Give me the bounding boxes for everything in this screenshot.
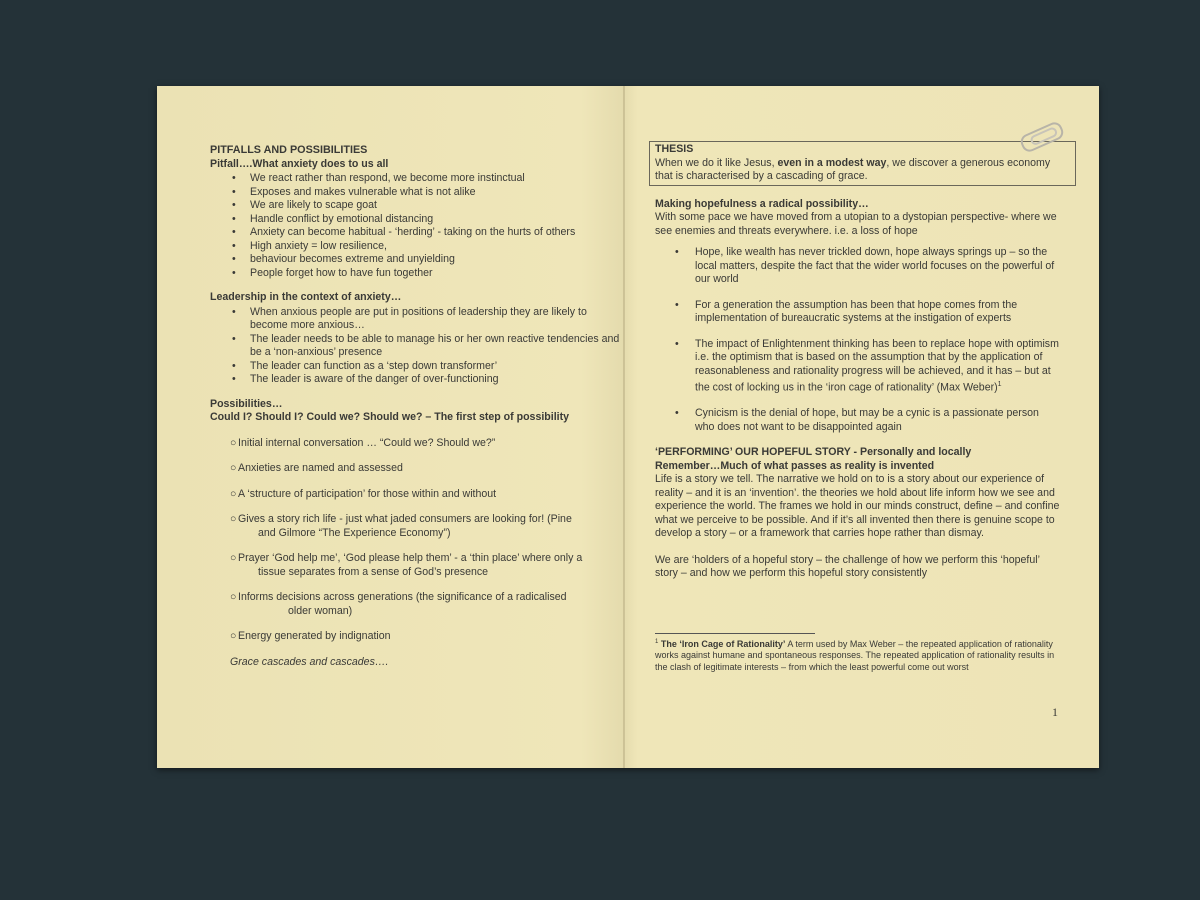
footnote: $^1$ The ‘Iron Cage of Rationality’ A term used by Max Weber – the repeated application of rationality works against humane and spontaneous responses. The repeated application of rationality results in the clash of legitimate interests – from which the least powerful come out worst	[655, 638, 1055, 672]
leadership-list	[210, 306, 620, 387]
page-fold	[623, 86, 625, 768]
circle-bullet-icon: ○	[230, 591, 237, 603]
list-item: ○ Energy generated by indignation	[230, 630, 391, 642]
holders-paragraph: We are ‘holders of a hopeful story – the challenge of how we perform this ‘hopeful’ story – and how we perform this hopeful story consistently	[655, 553, 1040, 580]
section-title: PITFALLS AND POSSIBILITIES	[210, 144, 368, 156]
hope-heading: Making hopefulness a radical possibility…	[655, 197, 869, 210]
performing-subheading: Remember…Much of what passes as reality is invented	[655, 459, 935, 472]
circle-bullet-icon: ○	[230, 436, 237, 449]
list-item: • behaviour becomes extreme and unyielding	[250, 253, 620, 267]
circle-bullet-icon: ○	[230, 462, 237, 474]
list-item: • When anxious people are put in positions of leadership they are likely to become more anxious…	[250, 306, 620, 333]
list-item: • People forget how to have fun together	[250, 267, 620, 281]
list-item: • We are likely to scape goat	[250, 199, 620, 213]
performing-paragraph: Life is a story we tell. The narrative we hold on to is a story about our experience of reality – and it is an ‘invention’. the theories we hold about life inform how we see and experience the world. The frames we hold in our minds construct, define – and confine what we perceive to be possible. And if it’s all invented then there is genuine scope to develop a story – or a framework that carries hope rather than dismay.	[655, 473, 1060, 540]
document-sheet	[157, 86, 1099, 768]
possibility-list	[210, 437, 620, 644]
closing-line: Grace cascades and cascades….	[230, 655, 389, 668]
list-item: ○ Initial internal conversation … “Could we? Should we?”	[230, 436, 496, 449]
hope-list	[655, 246, 1060, 434]
list-item: • Cynicism is the denial of hope, but may be a cynic is a passionate person who does not want to be disappointed again	[695, 407, 1060, 434]
list-item: • The leader needs to be able to manage his or her own reactive tendencies and be a ‘non-anxious’ presence	[250, 333, 620, 360]
footnote-ref: 1	[997, 381, 1002, 388]
page-number: 1	[1052, 705, 1058, 719]
possibilities-heading: Possibilities…	[210, 397, 283, 410]
list-item: • Anxiety can become habitual - ‘herding’ - taking on the hurts of others	[250, 226, 620, 240]
circle-bullet-icon: ○	[230, 630, 237, 642]
list-item: • We react rather than respond, we become more instinctual	[250, 172, 620, 186]
list-item: • The leader can function as a ‘step down transformer’	[250, 360, 620, 374]
thesis-box	[649, 141, 1076, 186]
list-item: • The impact of Enlightenment thinking has been to replace hope with optimism i.e. the optimism that is based on the assumption that by the application of reasonableness and rationality progress will be achieved, and it has – but at the cost of locking us in the ‘iron cage of rationality’ (Max Weber)$^1$	[695, 338, 1060, 396]
performing-heading: ‘PERFORMING’ OUR HOPEFUL STORY - Personally and locally	[655, 446, 972, 459]
list-item: ○ Anxieties are named and assessed	[230, 462, 403, 474]
possibilities-subheading: Could I? Should I? Could we? Should we? – The first step of possibility	[210, 411, 570, 423]
list-item: ○ Prayer ‘God help me’, ‘God please help them’ - a ‘thin place’ where only a tissue separates from a sense of God’s presence	[230, 552, 583, 578]
pitfall-list	[210, 172, 620, 280]
hope-intro: With some pace we have moved from a utopian to a dystopian perspective- where we see enemies and threats everywhere. i.e. a loss of hope	[655, 211, 1057, 237]
list-item: • The leader is aware of the danger of over-functioning	[250, 373, 620, 387]
thesis-text: When we do it like Jesus, even in a modest way, we discover a generous economy that is characterised by a cascading of grace.	[655, 156, 1051, 182]
list-item: ○ Gives a story rich life - just what jaded consumers are looking for! (Pine and Gilmore “The Experience Economy”)	[230, 513, 572, 539]
pitfall-heading: Pitfall….What anxiety does to us all	[210, 157, 389, 170]
list-item: • For a generation the assumption has been that hope comes from the implementation of bureaucratic systems at the instigation of experts	[695, 299, 1060, 326]
list-item: • Exposes and makes vulnerable what is not alike	[250, 186, 620, 200]
circle-bullet-icon: ○	[230, 552, 237, 564]
left-page	[210, 144, 620, 669]
list-item: ○ Informs decisions across generations (the significance of a radicalised older woman)	[230, 591, 567, 617]
list-item: • Hope, like wealth has never trickled down, hope always springs up – so the local matters, despite the fact that the wider world focuses on the powerful of our world	[695, 246, 1060, 287]
circle-bullet-icon: ○	[230, 513, 237, 525]
list-item: • Handle conflict by emotional distancing	[250, 213, 620, 227]
thesis-title: THESIS	[655, 143, 694, 155]
leadership-heading: Leadership in the context of anxiety…	[210, 291, 402, 303]
list-item: • High anxiety = low resilience,	[250, 240, 620, 254]
list-item: ○ A ‘structure of participation’ for those within and without	[230, 487, 497, 500]
circle-bullet-icon: ○	[230, 487, 237, 500]
right-page	[655, 141, 1060, 673]
footnote-divider	[655, 633, 815, 634]
